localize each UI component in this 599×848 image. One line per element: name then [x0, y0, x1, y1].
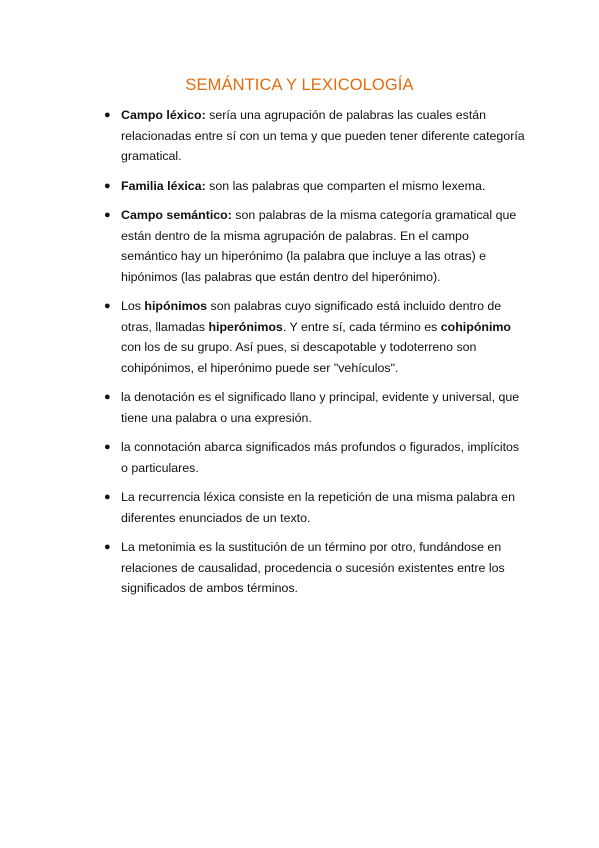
bullet-icon: ● [104, 179, 111, 192]
term-cohiponimo: cohipónimo [440, 319, 511, 334]
bullet-icon: ● [104, 441, 111, 453]
term-definition: sería una agrupación de palabras las cuales están relacionadas entre sí con un tema y que pueden tener diferente categoría gramatical. [121, 108, 525, 163]
text-segment: Los [121, 299, 145, 313]
list-item-familia-lexica [101, 176, 526, 197]
term-definition: la denotación es el significado llano y principal, evidente y universal, que tiene una palabra o una expresión. [121, 390, 520, 425]
list-item-recurrencia-lexica [101, 487, 526, 528]
bullet-icon: ● [104, 109, 111, 121]
term-hiponimos: hipónimos [144, 299, 208, 313]
bullet-icon: ● [104, 541, 111, 553]
term-label: Campo léxico: [121, 108, 206, 122]
text-segment: son palabras cuyo significado está incluido dentro de otras, llamadas [121, 299, 502, 334]
term-definition: la connotación abarca significados más profundos o figurados, implícitos o particulares. [121, 440, 520, 475]
text-segment: con los de su grupo. Así pues, si descapotable y todoterreno son cohipónimos, el hiperónimo puede ser "vehículos". [121, 340, 477, 375]
term-definition: son palabras de la misma categoría gramatical que están dentro de la misma agrupación de palabras. En el campo semántico hay un hiperónimo (la palabra que incluye a las otras) e hipónimos (las palabras que están dentro del hiperónimo). [121, 208, 517, 284]
term-definition: La metonimia es la sustitución de un término por otro, fundándose en relaciones de causalidad, procedencia o sucesión existentes entre los significados de ambos términos. [121, 540, 505, 595]
list-item-denotacion [101, 387, 526, 428]
bullet-icon: ● [104, 300, 111, 312]
definitions-list [101, 105, 526, 608]
list-item-hiponimos [101, 296, 526, 378]
list-item-connotacion [101, 437, 526, 478]
list-item-metonimia [101, 537, 526, 599]
bullet-icon: ● [104, 209, 111, 221]
term-label: Familia léxica: [121, 178, 206, 193]
text-segment: . Y entre sí, cada término es [282, 319, 441, 334]
bullet-icon: ● [104, 391, 111, 403]
list-item-campo-lexico [101, 105, 526, 167]
term-definition: son las palabras que comparten el mismo lexema. [205, 178, 486, 193]
term-label: Campo semántico: [121, 208, 232, 222]
page-title: SEMÁNTICA Y LEXICOLOGÍA [185, 76, 414, 94]
term-definition: La recurrencia léxica consiste en la repetición de una misma palabra en diferentes enunciados de un texto. [121, 490, 515, 525]
term-hiperonimos: hiperónimos [208, 319, 283, 334]
list-item-campo-semantico [101, 205, 526, 287]
bullet-icon: ● [104, 491, 111, 503]
